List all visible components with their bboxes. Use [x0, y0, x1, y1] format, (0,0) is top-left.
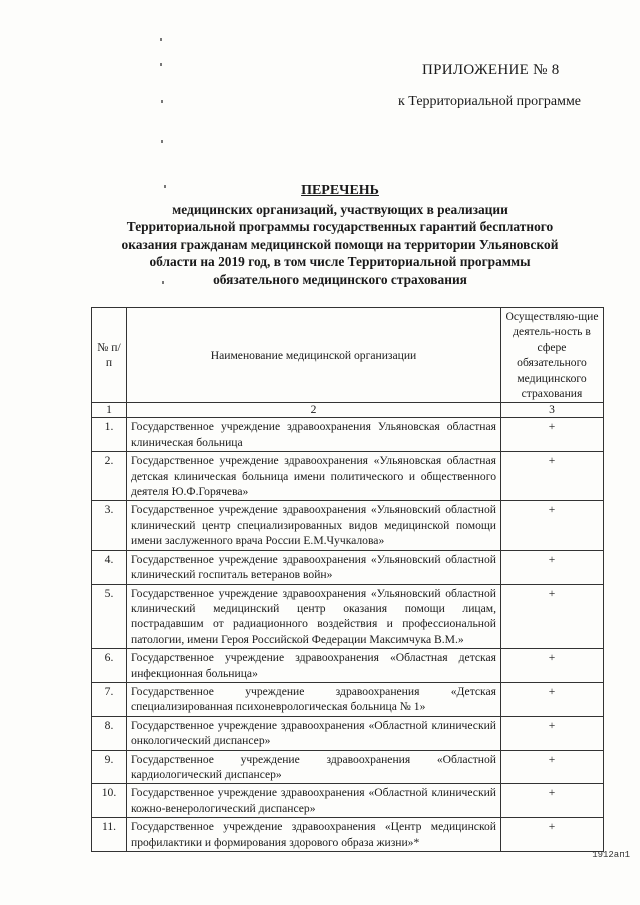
row-number: 1.	[92, 418, 127, 452]
oms-mark: +	[501, 584, 604, 649]
row-number: 10.	[92, 784, 127, 818]
organization-name: Государственное учреждение здравоохранения «Областной клинический онкологический диспансер»	[127, 716, 501, 750]
organization-name: Государственное учреждение здравоохранения «Ульяновский областной клинический госпиталь ветеранов войн»	[127, 550, 501, 584]
table-row	[92, 418, 604, 452]
table-row	[92, 818, 604, 852]
scan-speck	[164, 185, 166, 188]
table-row	[92, 784, 604, 818]
oms-mark: +	[501, 501, 604, 550]
organization-name: Государственное учреждение здравоохранения Ульяновская областная клиническая больница	[127, 418, 501, 452]
row-number: 5.	[92, 584, 127, 649]
table-index-row	[92, 403, 604, 418]
table-row	[92, 584, 604, 649]
oms-mark: +	[501, 418, 604, 452]
title-line: оказания гражданам медицинской помощи на территории Ульяновской	[121, 236, 559, 252]
row-number: 9.	[92, 750, 127, 784]
oms-mark: +	[501, 649, 604, 683]
table-row	[92, 716, 604, 750]
organization-name: Государственное учреждение здравоохранения «Ульяновский областной клинический медицинский центр оказания помощи лицам, пострадавшим от радиационного воздействия и профессиональной патологии, имени Героя Российской Федерации Максимчука В.М.»	[127, 584, 501, 649]
index-cell: 2	[127, 403, 501, 418]
footer-code: 1912ап1	[592, 850, 630, 860]
title-line: обязательного медицинского страхования	[213, 271, 467, 287]
table-row	[92, 501, 604, 550]
table-header-row	[92, 308, 604, 403]
oms-mark: +	[501, 750, 604, 784]
table-row	[92, 750, 604, 784]
index-cell: 3	[501, 403, 604, 418]
oms-mark: +	[501, 716, 604, 750]
row-number: 8.	[92, 716, 127, 750]
row-number: 2.	[92, 452, 127, 501]
organization-name: Государственное учреждение здравоохранения «Областной кардиологический диспансер»	[127, 750, 501, 784]
organization-name: Государственное учреждение здравоохранения «Детская специализированная психоневрологическая больница № 1»	[127, 682, 501, 716]
table-row	[92, 682, 604, 716]
organizations-table	[91, 307, 604, 852]
header-oms: Осуществляю-щие деятель-ность в сфере обязательного медицинского страхования	[501, 308, 604, 403]
row-number: 7.	[92, 682, 127, 716]
row-number: 3.	[92, 501, 127, 550]
organization-name: Государственное учреждение здравоохранения «Областной клинический кожно-венерологический диспансер»	[127, 784, 501, 818]
index-cell: 1	[92, 403, 127, 418]
scan-speck	[160, 63, 162, 66]
scan-speck	[161, 140, 163, 143]
oms-mark: +	[501, 682, 604, 716]
organization-name: Государственное учреждение здравоохранения «Центр медицинской профилактики и формирования здорового образа жизни»*	[127, 818, 501, 852]
title-line: Территориальной программы государственных гарантий бесплатного	[126, 219, 554, 234]
scan-speck	[161, 100, 163, 103]
row-number: 11.	[92, 818, 127, 852]
organization-name: Государственное учреждение здравоохранения «Ульяновский областной клинический центр специализированных видов медицинской помощи имени заслуженного врача России Е.М.Чучкалова»	[127, 501, 501, 550]
oms-mark: +	[501, 550, 604, 584]
appendix-subtitle: к Территориальной программе	[398, 94, 582, 109]
header-name: Наименование медицинской организации	[127, 308, 501, 403]
header-number: № п/п	[92, 308, 127, 403]
oms-mark: +	[501, 818, 604, 852]
title-line: медицинских организаций, участвующих в реализации	[172, 201, 508, 217]
oms-mark: +	[501, 452, 604, 501]
scan-speck	[162, 281, 164, 284]
row-number: 4.	[92, 550, 127, 584]
title-heading: ПЕРЕЧЕНЬ	[301, 183, 379, 198]
appendix-label: ПРИЛОЖЕНИЕ № 8	[422, 62, 560, 78]
title-line: области на 2019 год, в том числе Территориальной программы	[149, 254, 531, 269]
oms-mark: +	[501, 784, 604, 818]
table-row	[92, 452, 604, 501]
document-title	[60, 182, 620, 288]
organization-name: Государственное учреждение здравоохранения «Ульяновская областная детская клиническая больница имени политического и общественного деятеля Ю.Ф.Горячева»	[127, 452, 501, 501]
organization-name: Государственное учреждение здравоохранения «Областная детская инфекционная больница»	[127, 649, 501, 683]
row-number: 6.	[92, 649, 127, 683]
table-row	[92, 649, 604, 683]
table-row	[92, 550, 604, 584]
scan-speck	[160, 38, 162, 41]
